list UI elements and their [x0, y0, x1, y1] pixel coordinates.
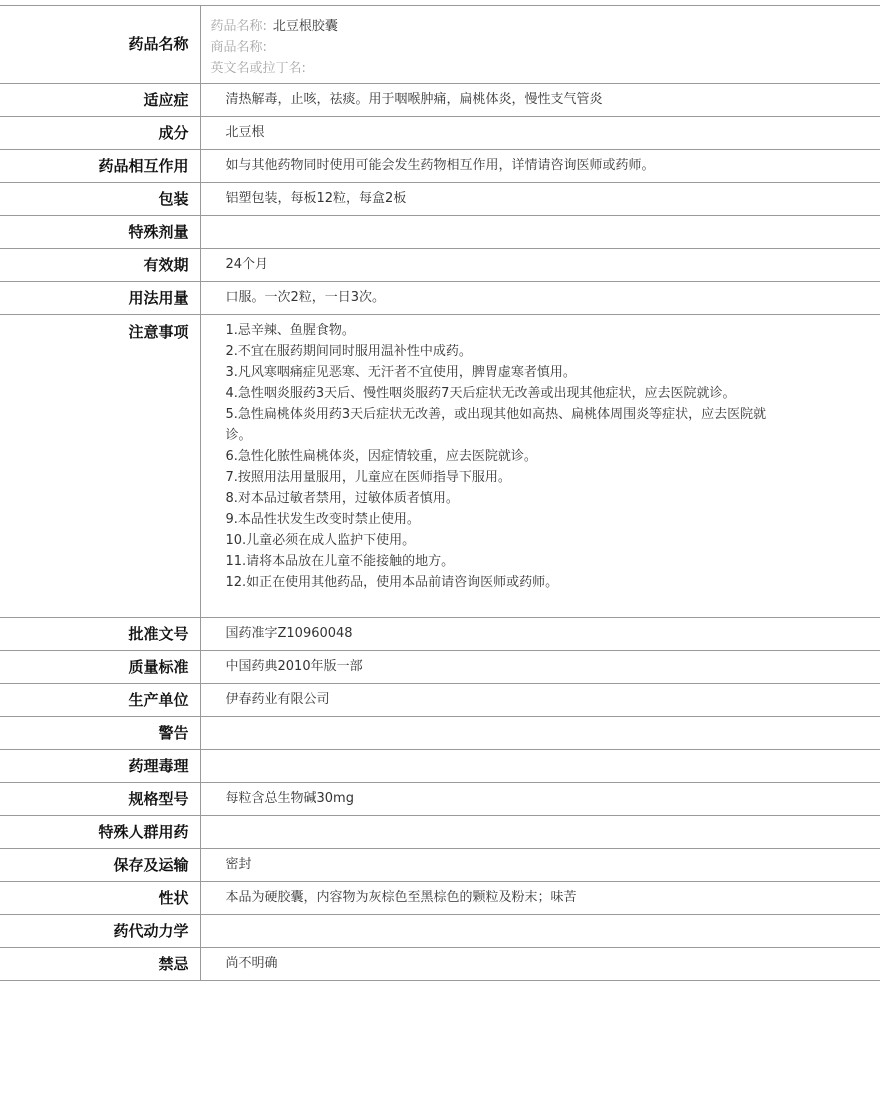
spec-row-shelf-life	[0, 249, 880, 282]
spec-label: 保存及运输	[0, 849, 200, 882]
spec-value	[200, 717, 880, 750]
trade-name-line	[211, 37, 781, 58]
spec-label: 特殊剂量	[0, 216, 200, 249]
spec-value	[200, 750, 880, 783]
spec-label: 成分	[0, 117, 200, 150]
spec-value: 伊春药业有限公司	[200, 684, 880, 717]
spec-label: 禁忌	[0, 948, 200, 981]
spec-row-approval-number	[0, 618, 880, 651]
spec-row-specification	[0, 783, 880, 816]
spec-row-precautions	[0, 315, 880, 618]
spec-row-pharmacokinetics	[0, 915, 880, 948]
precautions-label: 注意事项	[0, 315, 200, 618]
spec-label: 有效期	[0, 249, 200, 282]
spec-label: 质量标准	[0, 651, 200, 684]
spec-row-ingredients	[0, 117, 880, 150]
spec-label: 包装	[0, 183, 200, 216]
generic-name-value: 北豆根胶囊	[272, 19, 338, 34]
spec-value: 尚不明确	[200, 948, 880, 981]
spec-label: 药理毒理	[0, 750, 200, 783]
list-item: 5.急性扁桃体炎用药3天后症状无改善，或出现其他如高热、扁桃体周围炎等症状，应去医院就诊。	[225, 407, 767, 443]
spec-value: 国药准字Z10960048	[200, 618, 880, 651]
drug-name-row	[0, 6, 880, 84]
list-item: 11.请将本品放在儿童不能接触的地方。	[225, 554, 455, 569]
drug-name-cell	[200, 6, 880, 84]
precautions-list	[200, 315, 880, 618]
spec-value: 密封	[200, 849, 880, 882]
english-name-line	[211, 58, 781, 79]
list-item: 4.急性咽炎服药3天后、慢性咽炎服药7天后症状无改善或出现其他症状，应去医院就诊。	[225, 386, 736, 401]
list-item: 8.对本品过敏者禁用，过敏体质者慎用。	[225, 491, 459, 506]
spec-row-quality-standard	[0, 651, 880, 684]
spec-row-interactions	[0, 150, 880, 183]
spec-value: 清热解毒，止咳，祛痰。用于咽喉肿痛，扁桃体炎，慢性支气管炎	[200, 84, 880, 117]
spec-row-warning	[0, 717, 880, 750]
spec-label: 药代动力学	[0, 915, 200, 948]
spec-row-special-populations	[0, 816, 880, 849]
spec-row-description	[0, 882, 880, 915]
spec-label: 性状	[0, 882, 200, 915]
spec-label: 特殊人群用药	[0, 816, 200, 849]
spec-label: 药品相互作用	[0, 150, 200, 183]
list-item: 12.如正在使用其他药品，使用本品前请咨询医师或药师。	[225, 575, 559, 590]
spec-row-packaging	[0, 183, 880, 216]
spec-value: 本品为硬胶囊，内容物为灰棕色至黑棕色的颗粒及粉末；味苦	[200, 882, 880, 915]
spec-value: 24个月	[200, 249, 880, 282]
list-item: 10.儿童必须在成人监护下使用。	[225, 533, 416, 548]
spec-value: 每粒含总生物碱30mg	[200, 783, 880, 816]
spec-row-special-dosage	[0, 216, 880, 249]
list-item: 1.忌辛辣、鱼腥食物。	[225, 323, 355, 338]
generic-name-line	[211, 16, 781, 37]
spec-value: 如与其他药物同时使用可能会发生药物相互作用，详情请咨询医师或药师。	[200, 150, 880, 183]
spec-value	[200, 915, 880, 948]
trade-name-label: 商品名称:	[210, 40, 267, 55]
spec-label: 生产单位	[0, 684, 200, 717]
spec-value: 口服。一次2粒，一日3次。	[200, 282, 880, 315]
list-item: 2.不宜在服药期间同时服用温补性中成药。	[225, 344, 472, 359]
spec-row-pharmacology	[0, 750, 880, 783]
generic-name-label: 药品名称:	[210, 19, 267, 34]
spec-label: 适应症	[0, 84, 200, 117]
spec-value: 中国药典2010年版一部	[200, 651, 880, 684]
spec-label: 警告	[0, 717, 200, 750]
list-item: 7.按照用法用量服用，儿童应在医师指导下服用。	[225, 470, 511, 485]
list-item: 3.凡风寒咽痛症见恶寒、无汗者不宜使用，脾胃虚寒者慎用。	[225, 365, 576, 380]
spec-value	[200, 216, 880, 249]
list-item: 9.本品性状发生改变时禁止使用。	[225, 512, 420, 527]
english-name-label: 英文名或拉丁名:	[210, 61, 306, 76]
drug-spec-table	[0, 5, 880, 981]
drug-name-label: 药品名称	[0, 6, 200, 84]
spec-label: 批准文号	[0, 618, 200, 651]
spec-value: 铝塑包装，每板12粒，每盒2板	[200, 183, 880, 216]
spec-row-storage	[0, 849, 880, 882]
spec-label: 用法用量	[0, 282, 200, 315]
spec-label: 规格型号	[0, 783, 200, 816]
spec-value: 北豆根	[200, 117, 880, 150]
spec-value	[200, 816, 880, 849]
spec-row-dosage	[0, 282, 880, 315]
spec-row-indications	[0, 84, 880, 117]
spec-row-manufacturer	[0, 684, 880, 717]
list-item: 6.急性化脓性扁桃体炎，因症情较重，应去医院就诊。	[225, 449, 537, 464]
spec-row-contraindications	[0, 948, 880, 981]
